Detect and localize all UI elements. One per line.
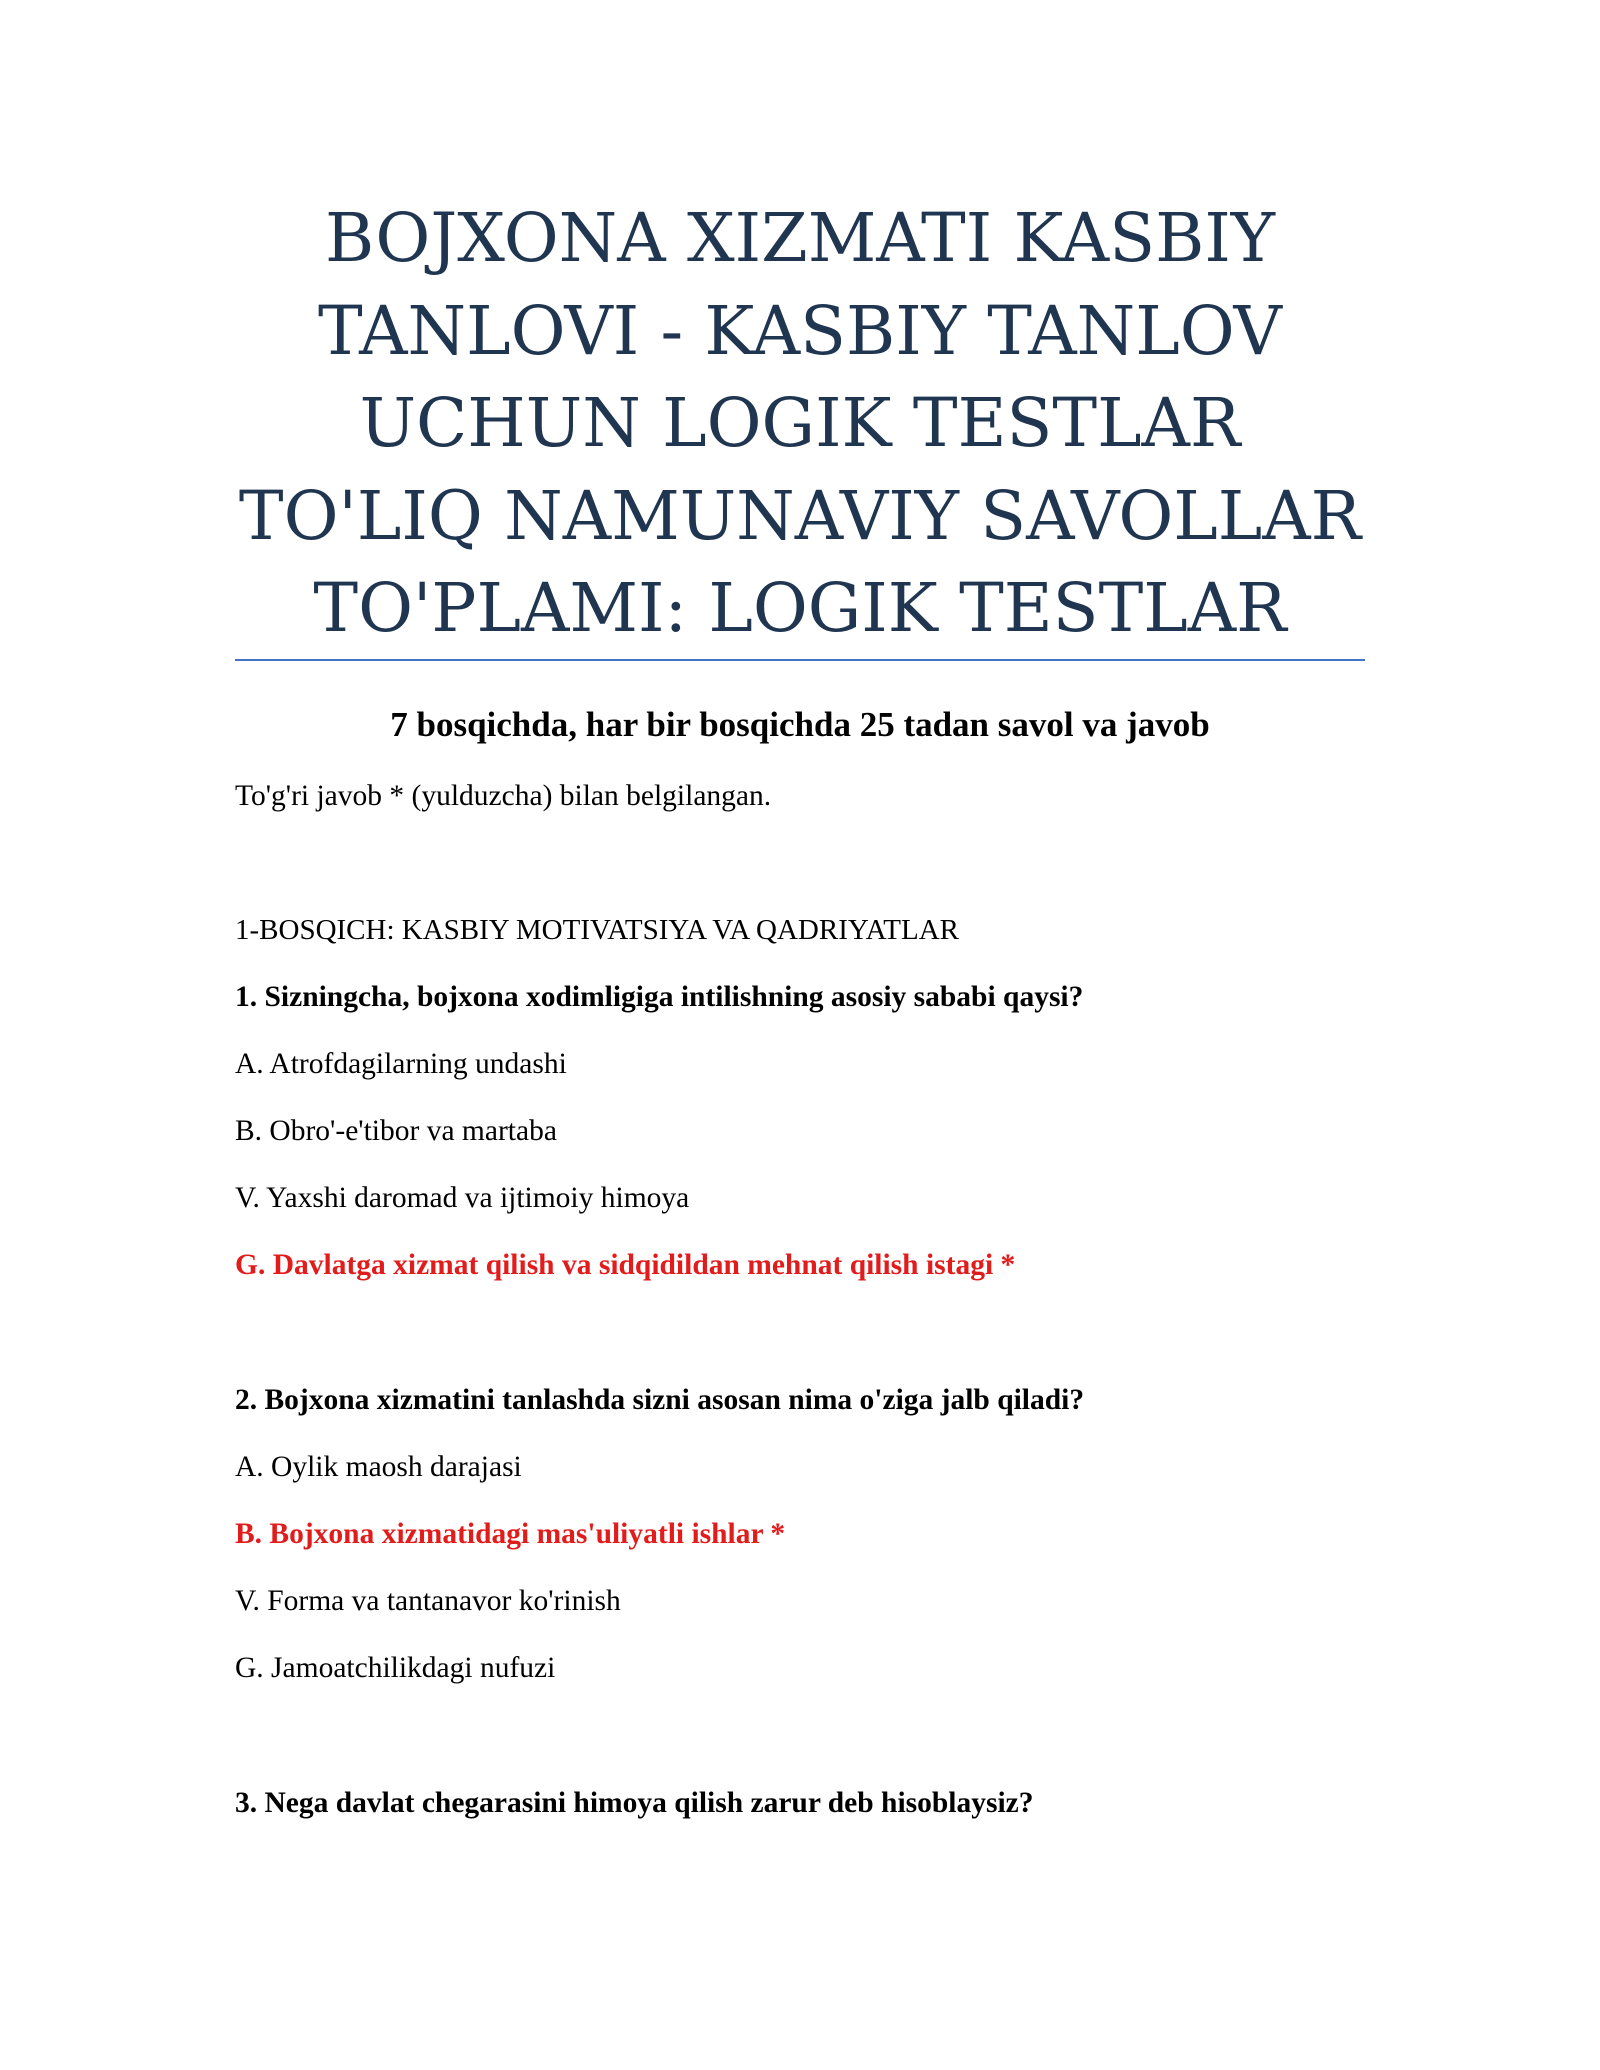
question-3: 3. Nega davlat chegarasini himoya qilish zarur deb hisoblaysiz? <box>235 1787 1034 1819</box>
title-line: TO'PLAMI: LOGIK TESTLAR <box>313 569 1287 647</box>
title-line: TO'LIQ NAMUNAVIY SAVOLLAR <box>238 476 1362 555</box>
question-1-option-g-correct: G. Davlatga xizmat qilish va sidqidildan mehnat qilish istagi * <box>235 1249 1016 1281</box>
answer-key-note: To'g'ri javob * (yulduzcha) bilan belgilangan. <box>235 780 772 812</box>
title-divider <box>235 659 1365 661</box>
question-1-option-a: A. Atrofdagilarning undashi <box>235 1048 567 1080</box>
document-subtitle: 7 bosqichda, har bir bosqichda 25 tadan savol va javob <box>390 705 1210 744</box>
document-title <box>235 192 1365 655</box>
question-2: 2. Bojxona xizmatini tanlashda sizni asosan nima o'ziga jalb qiladi? <box>235 1384 1085 1416</box>
title-line: UCHUN LOGIK TESTLAR <box>359 384 1241 462</box>
question-1: 1. Sizningcha, bojxona xodimligiga intilishning asosiy sababi qaysi? <box>235 981 1084 1013</box>
question-1-option-v: V. Yaxshi daromad va ijtimoiy himoya <box>235 1182 690 1214</box>
question-2-option-a: A. Oylik maosh darajasi <box>235 1451 522 1483</box>
section-title: 1-BOSQICH: KASBIY MOTIVATSIYA VA QADRIYATLAR <box>235 914 960 946</box>
title-line: TANLOVI - KASBIY TANLOV <box>318 291 1282 370</box>
question-1-option-b: B. Obro'-e'tibor va martaba <box>235 1115 557 1147</box>
question-2-option-g: G. Jamoatchilikdagi nufuzi <box>235 1652 556 1684</box>
title-line: BOJXONA XIZMATI KASBIY <box>324 199 1276 277</box>
question-2-option-b-correct: B. Bojxona xizmatidagi mas'uliyatli ishlar * <box>235 1518 786 1550</box>
question-2-option-v: V. Forma va tantanavor ko'rinish <box>235 1585 621 1617</box>
